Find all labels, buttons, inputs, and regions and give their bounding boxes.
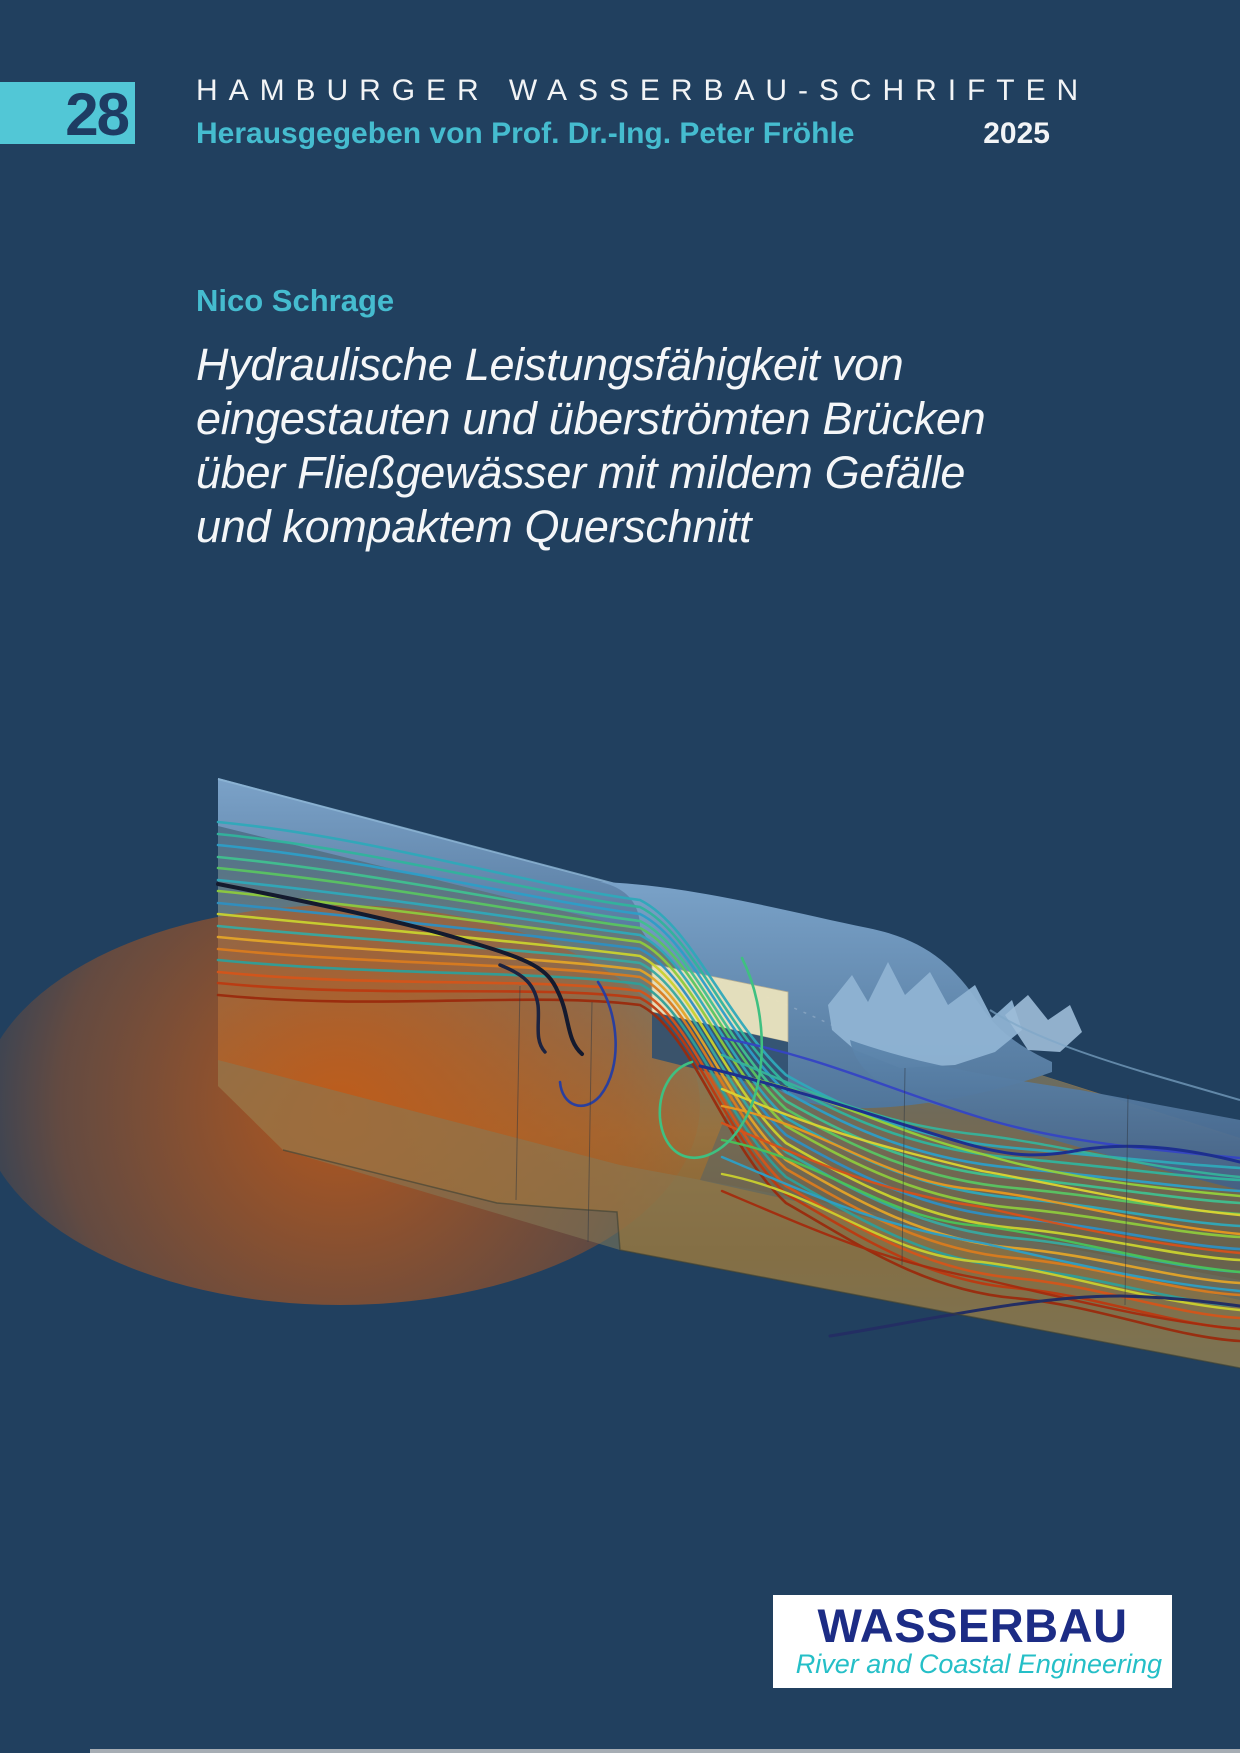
header-row — [196, 117, 1050, 151]
streamlines-tail — [722, 1038, 1240, 1329]
title-line-1: Hydraulische Leistungsfähigkeit von — [196, 339, 904, 390]
streamlines-special — [218, 884, 1240, 1336]
bed-orange-glow — [0, 905, 700, 1305]
waterline-highlight — [218, 779, 642, 891]
volume-number: 28 — [65, 81, 128, 148]
splash-shape-small — [1005, 995, 1082, 1052]
title-line-4: und kompaktem Querschnitt — [196, 501, 752, 552]
splash-shape — [828, 962, 1022, 1068]
upstream-water-surface — [218, 778, 672, 930]
publication-year: 2025 — [983, 117, 1050, 150]
bridge-opening-shadow — [652, 1012, 788, 1092]
title-line-3: über Fließgewässer mit mildem Gefälle — [196, 447, 966, 498]
underwater-cut-plane — [218, 812, 1240, 1368]
right-under-shade — [700, 1030, 1240, 1300]
bed-edge-line — [283, 1150, 1240, 1368]
series-header — [196, 74, 1090, 151]
page-bottom-edge — [90, 1749, 1240, 1753]
publisher-logo — [773, 1595, 1172, 1688]
logo-wordmark: WASSERBAU — [817, 1599, 1128, 1653]
title-line-2: eingestauten und überströmten Brücken — [196, 393, 986, 444]
nappe-mesh-line — [700, 975, 838, 1028]
tailwater-edge — [990, 1010, 1240, 1100]
author-name: Nico Schrage — [196, 283, 395, 318]
series-title: HAMBURGER WASSERBAU-SCHRIFTEN — [196, 74, 1090, 107]
logo-subtitle: River and Coastal Engineering — [795, 1648, 1162, 1679]
volume-badge — [0, 81, 135, 148]
tailwater-surface — [850, 1040, 1240, 1190]
section-cut-lines — [516, 986, 1128, 1305]
editor-line: Herausgegeben von Prof. Dr.-Ing. Peter Fröhle — [196, 117, 855, 150]
book-title — [196, 338, 1096, 554]
bed-olive-band — [218, 1060, 1240, 1368]
bridge-deck — [652, 964, 788, 1042]
streamlines — [218, 822, 1240, 1341]
overflow-nappe — [600, 882, 1052, 1108]
